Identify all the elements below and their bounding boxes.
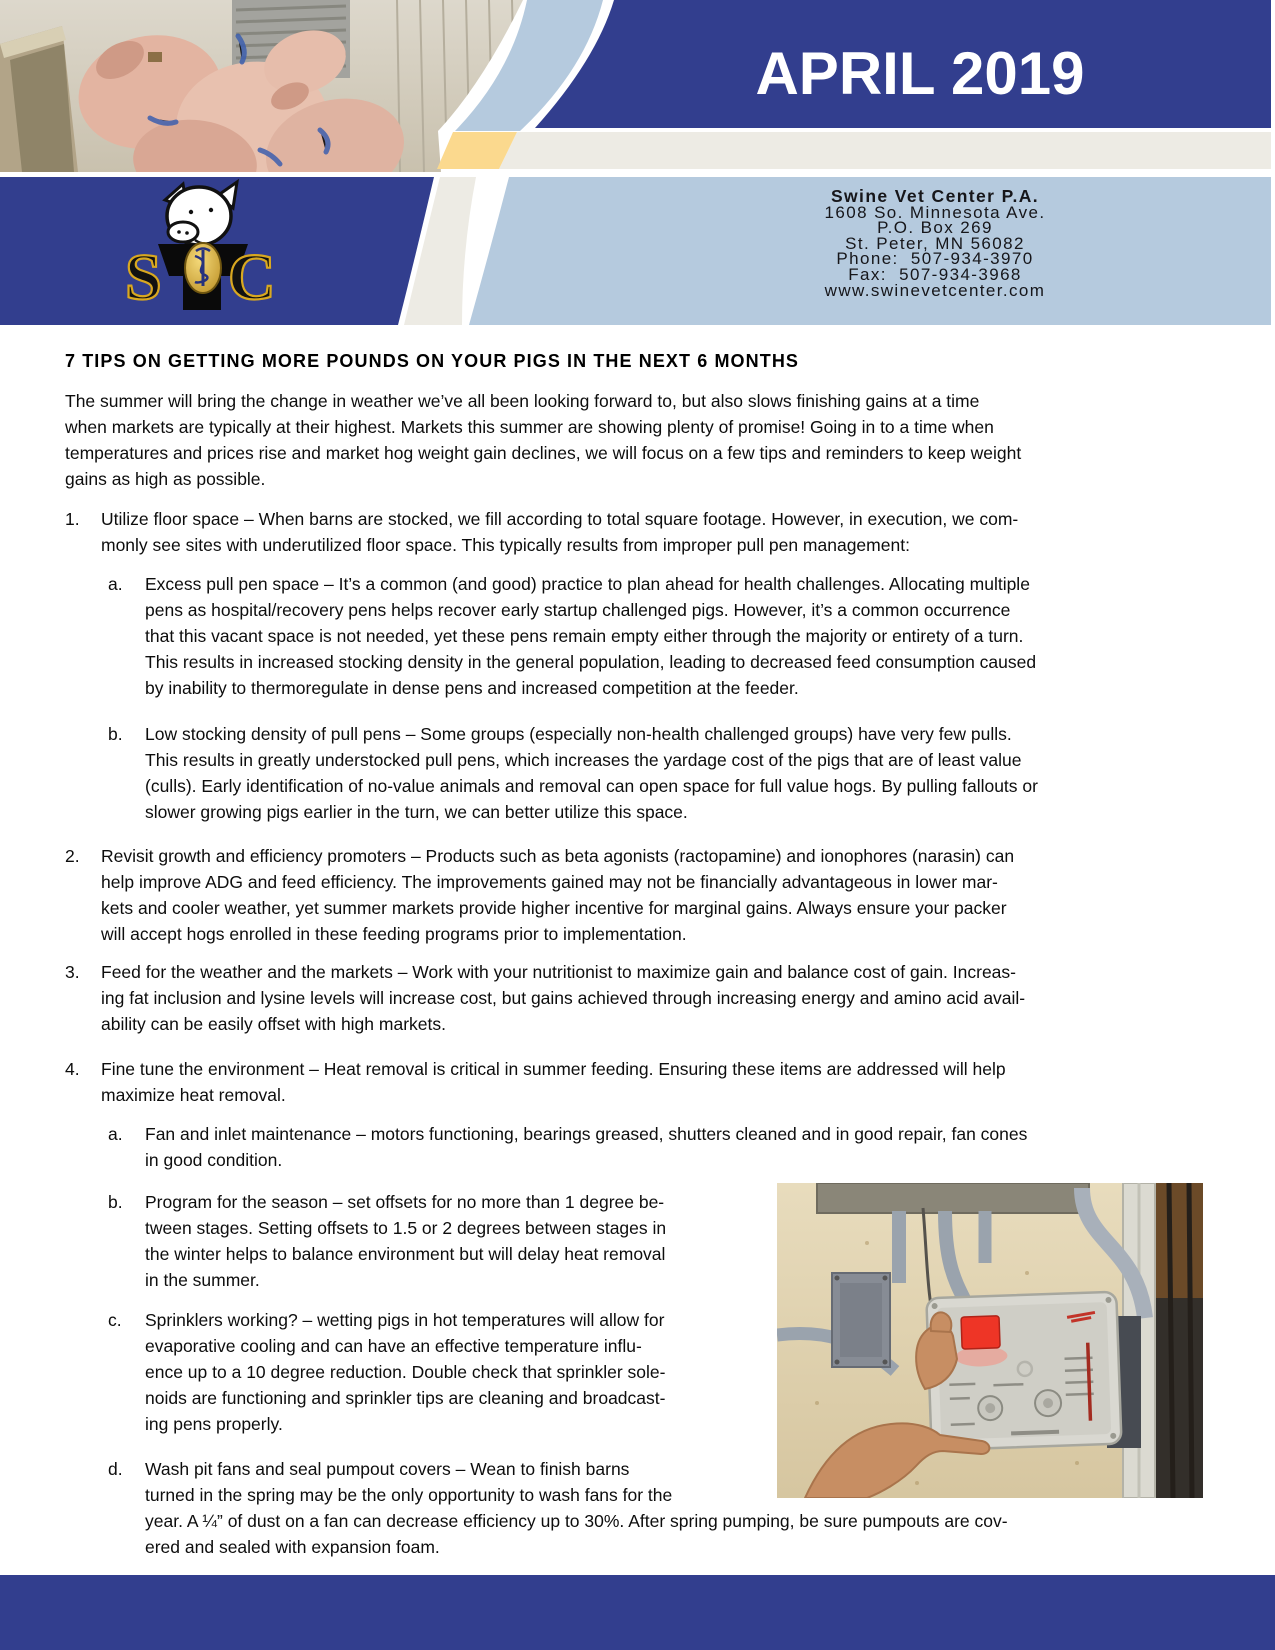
list-marker: 1.	[65, 509, 80, 529]
text-line: tween stages. Setting offsets to 1.5 or 2 degrees between stages in	[145, 1218, 667, 1238]
list-item-text	[145, 1189, 666, 1293]
text-line: Low stocking density of pull pens – Some groups (especially non-health challenged groups) have very few pulls.	[145, 724, 1012, 744]
text-line: year. A ¼” of dust on a fan can decrease efficiency up to 30%. After spring pumping, be sure pumpouts are cov-	[145, 1511, 1008, 1531]
org-address-line1: 1608 So. Minnesota Ave.	[824, 202, 1046, 222]
text-line: by inability to thermoregulate in dense pens and increased competition at the feeder.	[145, 678, 799, 698]
text-line: help improve ADG and feed efficiency. The improvements gained may not be financially advantageous in lower mar-	[101, 872, 998, 892]
junction-strip	[817, 1183, 1089, 1213]
list-item-text	[145, 1307, 665, 1437]
text-line: The summer will bring the change in weather we’ve all been looking forward to, but also slows finishing gains at a time	[65, 391, 980, 411]
text-line: ered and sealed with expansion foam.	[145, 1537, 440, 1557]
logo-letter-c: C	[228, 241, 276, 314]
text-line: the winter helps to balance environment but will delay heat removal	[145, 1244, 666, 1264]
list-item-text	[145, 721, 1038, 825]
org-website: www.swinevetcenter.com	[824, 280, 1046, 300]
org-phone: Phone: 507-934-3970	[836, 249, 1034, 269]
list-marker: b.	[108, 724, 123, 744]
text-line: Wash pit fans and seal pumpout covers – Wean to finish barns	[145, 1459, 630, 1479]
list-item-text	[101, 1056, 1006, 1108]
contact-block	[660, 186, 1210, 300]
list-marker: 4.	[65, 1059, 80, 1079]
list-marker: a.	[108, 574, 123, 594]
text-line: Program for the season – set offsets for no more than 1 degree be-	[145, 1192, 665, 1212]
text-line: that this vacant space is not needed, yet these pens remain empty either through the majority or entirety of a turn.	[145, 626, 1024, 646]
text-line: when markets are typically at their highest. Markets this summer are showing plenty of promise! Going in to a time when	[65, 417, 994, 437]
text-line: Sprinklers working? – wetting pigs in hot temperatures will allow for	[145, 1310, 665, 1330]
org-name: Swine Vet Center P.A.	[830, 186, 1040, 206]
text-line: This results in increased stocking density in the general population, leading to decreased feed consumption caused	[145, 652, 1037, 672]
list-item-text	[145, 1121, 1027, 1173]
text-line: gains as high as possible.	[65, 469, 266, 489]
text-line: temperatures and prices rise and market hog weight gain declines, we will focus on a few tips and reminders to keep weight	[65, 443, 1022, 463]
logo-letter-s: S	[125, 241, 162, 314]
list-marker: 2.	[65, 846, 80, 866]
article-title: 7 TIPS ON GETTING MORE POUNDS ON YOUR PIGS IN THE NEXT 6 MONTHS	[65, 351, 800, 371]
list-item-4a	[108, 1121, 1211, 1173]
text-line: slower growing pigs earlier in the turn, we can better utilize this space.	[145, 802, 688, 822]
text-line: maximize heat removal.	[101, 1085, 286, 1105]
text-line: monly see sites with underutilized floor space. This typically results from improper pull pen management:	[101, 535, 910, 555]
text-line: in good condition.	[145, 1150, 283, 1170]
intro-paragraph	[65, 388, 1211, 492]
text-line: pens as hospital/recovery pens helps recover early startup challenged pigs. However, it’s a common occurrence	[145, 600, 1011, 620]
org-fax: Fax: 507-934-3968	[848, 264, 1022, 284]
text-line: ing pens properly.	[145, 1414, 283, 1434]
text-line: Fan and inlet maintenance – motors functioning, bearings greased, shutters cleaned and in good repair, fan cones	[145, 1124, 1028, 1144]
text-line: kets and cooler weather, yet summer markets provide higher incentive for marginal gains. Always ensure your packer	[101, 898, 1007, 918]
list-marker: a.	[108, 1124, 123, 1144]
list-item-1a	[108, 571, 1211, 701]
list-marker: b.	[108, 1192, 123, 1212]
list-item-2	[65, 843, 1211, 947]
text-line: Revisit growth and efficiency promoters – Products such as beta agonists (ractopamine) and ionophores (narasin) can	[101, 846, 1015, 866]
text-line: Utilize floor space – When barns are stocked, we fill according to total square footage. However, in execution, we com-	[101, 509, 1019, 529]
list-item-text	[145, 571, 1036, 701]
text-line: Feed for the weather and the markets – Work with your nutritionist to maximize gain and balance cost of gain. Increas-	[101, 962, 1016, 982]
text-line: This results in greatly understocked pull pens, which increases the yardage cost of the pigs that are of least value	[145, 750, 1022, 770]
text-line: ability can be easily offset with high markets.	[101, 1014, 446, 1034]
led-display	[961, 1316, 1000, 1349]
text-line: ing fat inclusion and lysine levels will increase cost, but gains achieved through increasing energy and amino acid avail-	[101, 988, 1026, 1008]
text-line: will accept hogs enrolled in these feeding programs prior to implementation.	[101, 924, 687, 944]
org-address-line3: St. Peter, MN 56082	[845, 233, 1025, 253]
controller-unit	[926, 1292, 1121, 1451]
list-marker: d.	[108, 1459, 123, 1479]
text-line: Fine tune the environment – Heat removal is critical in summer feeding. Ensuring these items are addressed will help	[101, 1059, 1006, 1079]
text-line: Excess pull pen space – It’s a common (and good) practice to plan ahead for health challenges. Allocating multiple	[145, 574, 1030, 594]
list-item-text	[101, 843, 1014, 947]
list-marker: 3.	[65, 962, 80, 982]
list-item-1	[65, 506, 1211, 558]
list-item-text	[101, 959, 1025, 1037]
issue-date: APRIL 2019	[755, 40, 1085, 107]
text-line: turned in the spring may be the only opportunity to wash fans for the	[145, 1485, 673, 1505]
list-item-text	[101, 506, 1018, 558]
footer-bar	[0, 1575, 1275, 1650]
controller-photo-graphic	[777, 1183, 1203, 1498]
list-item-3	[65, 959, 1211, 1037]
masthead	[0, 0, 1275, 325]
gray-band	[499, 132, 1271, 169]
text-line: noids are functioning and sprinkler tips are cleaning and broadcast-	[145, 1388, 666, 1408]
text-line: (culls). Early identification of no-value animals and removal can open space for full value hogs. By pulling fallouts or	[145, 776, 1038, 796]
org-address-line2: P.O. Box 269	[877, 218, 993, 238]
list-item-4	[65, 1056, 1211, 1108]
list-marker: c.	[108, 1310, 122, 1330]
text-line: ence up to a 10 degree reduction. Double check that sprinkler sole-	[145, 1362, 666, 1382]
list-item-1b	[108, 721, 1211, 825]
text-line: evaporative cooling and can have an effective temperature influ-	[145, 1336, 642, 1356]
text-line: in the summer.	[145, 1270, 260, 1290]
controller-photo	[777, 1183, 1203, 1498]
